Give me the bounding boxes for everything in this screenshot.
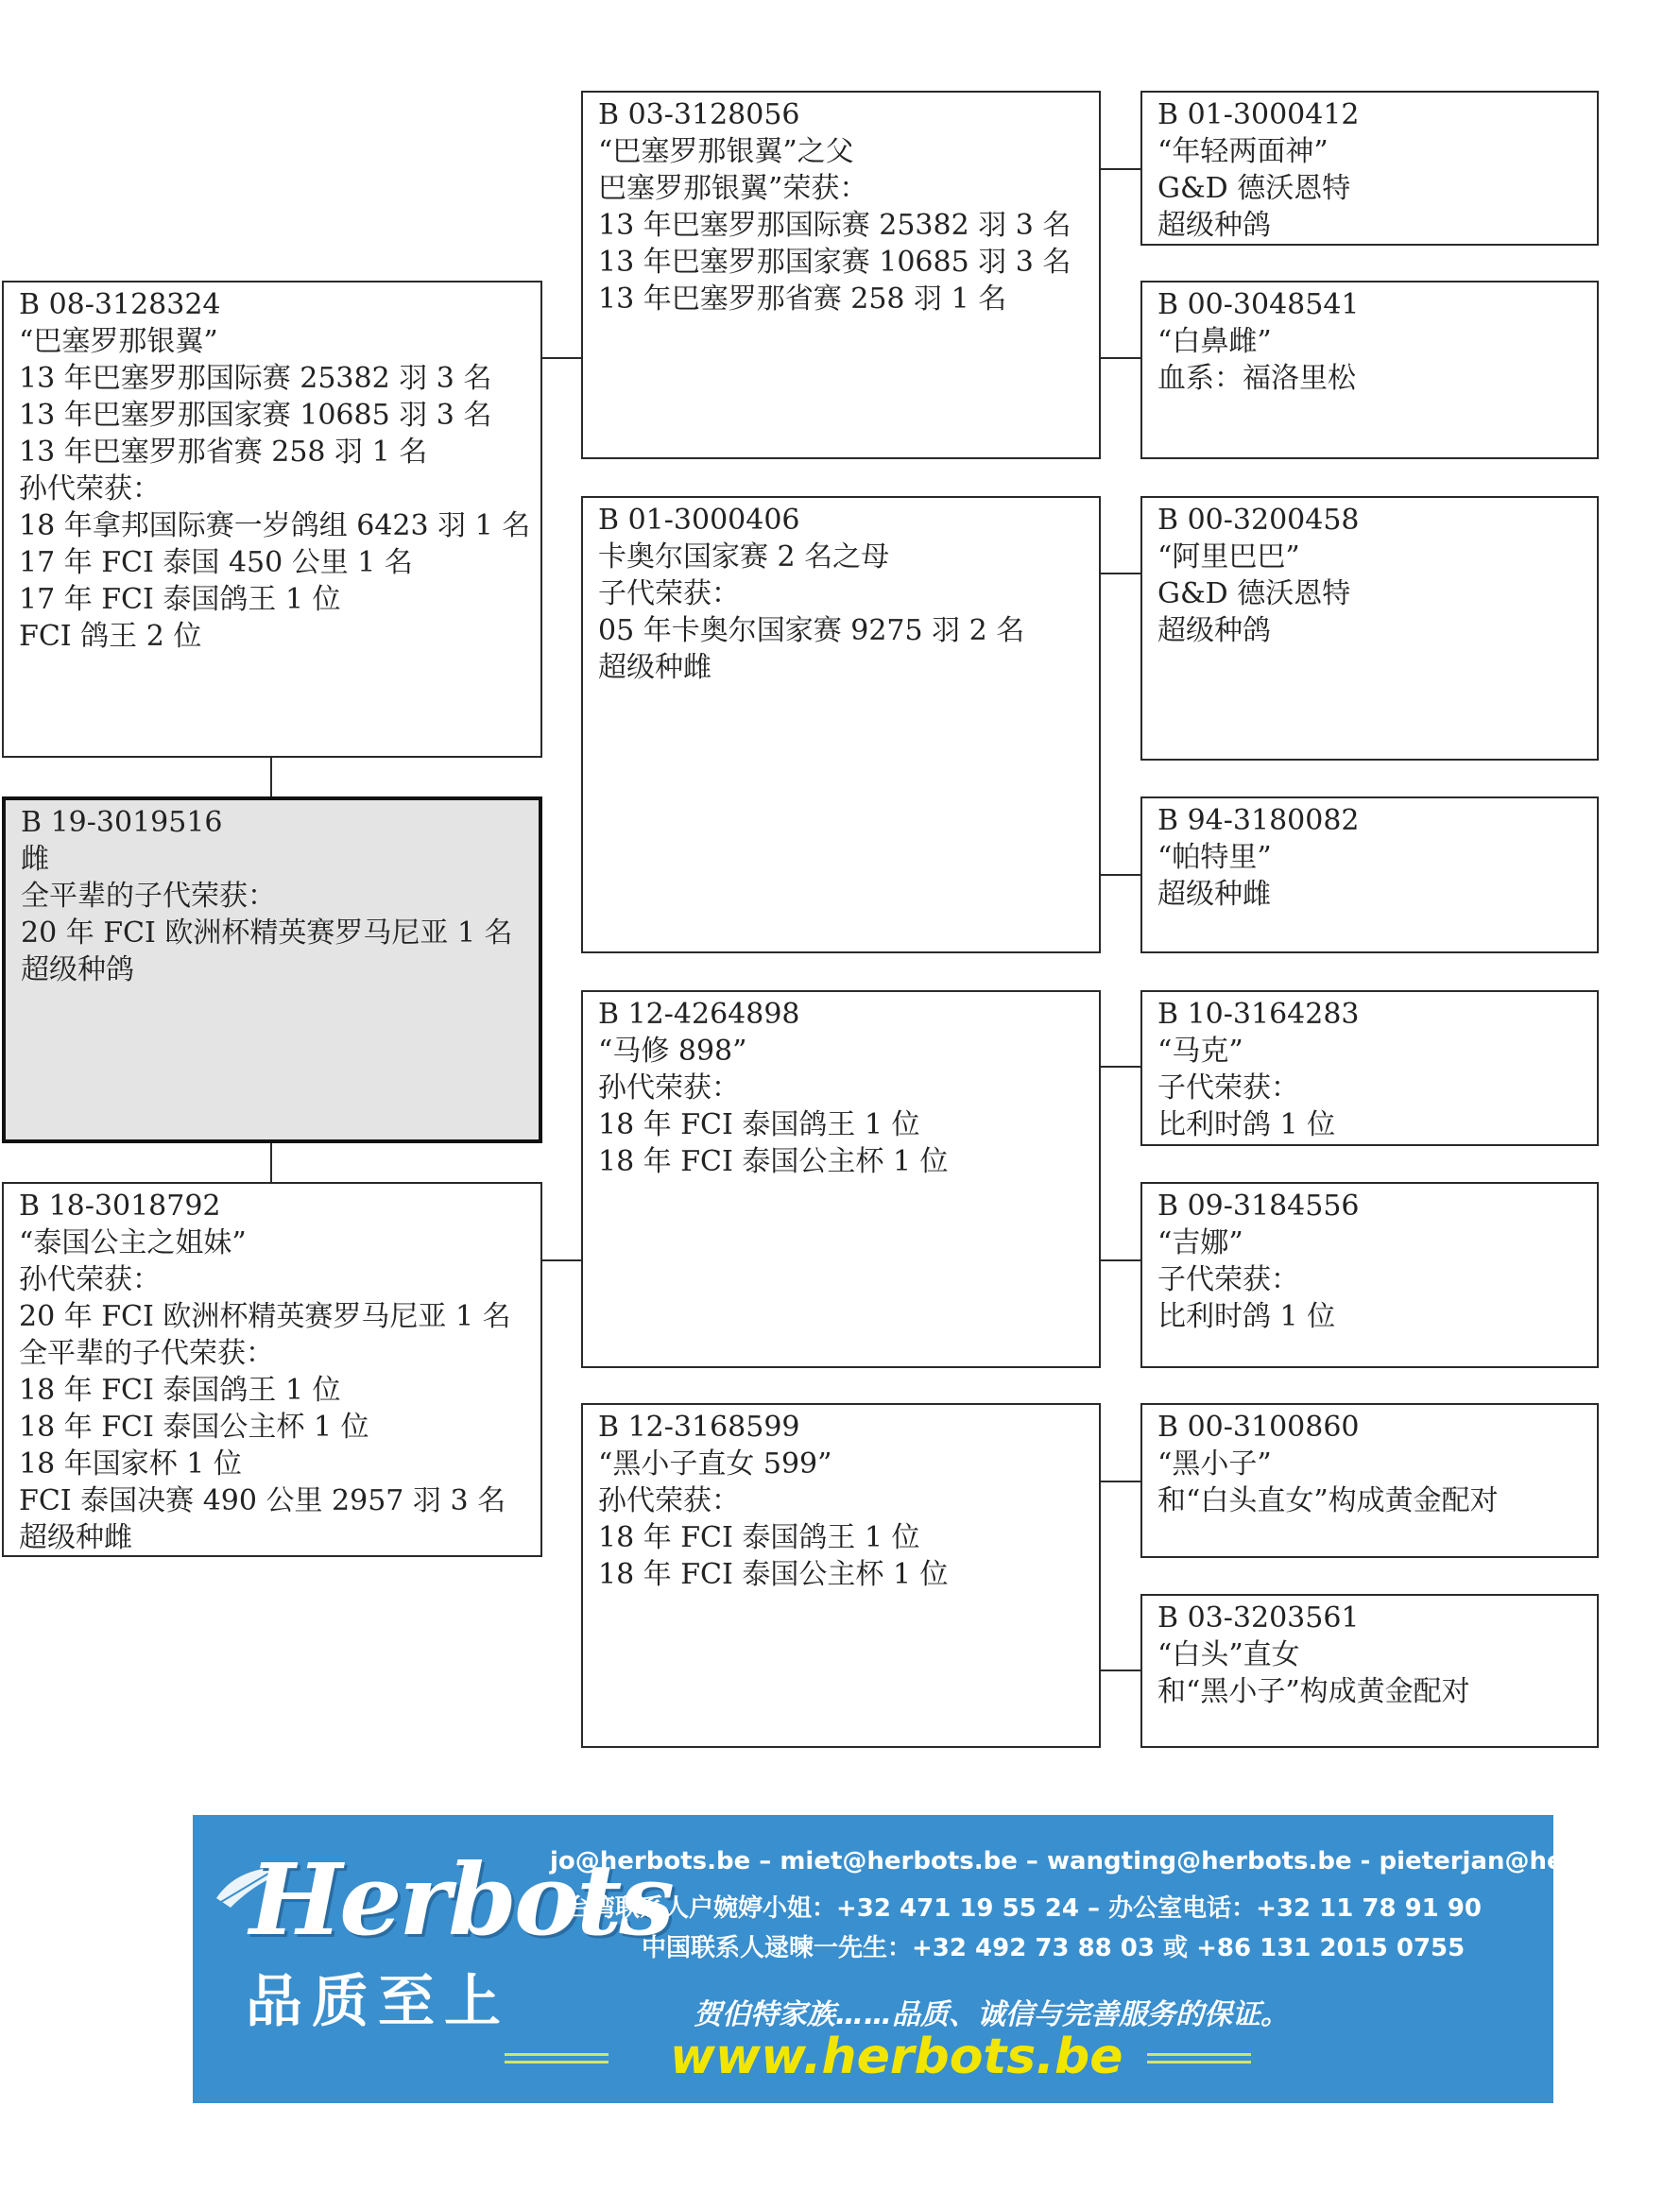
connector-gp2-b — [1101, 874, 1140, 876]
card-line: 超级种雌 — [1157, 878, 1271, 911]
dam-dam-card — [581, 1403, 1101, 1748]
card-line: B 94-3180082 — [1157, 804, 1360, 837]
ggp-card-1 — [1140, 91, 1599, 246]
connector-subject-dam — [270, 1143, 272, 1182]
card-line: “年轻两面神” — [1157, 135, 1329, 168]
card-line: 超级种雌 — [598, 651, 711, 684]
card-line: “吉娜” — [1157, 1226, 1243, 1259]
card-line: “黑小子” — [1157, 1447, 1272, 1481]
taiwan-contact: 台湾联系人户婉婷小姐：+32 471 19 55 24 – 办公室电话：+32 11 78 91 90 — [566, 1894, 1482, 1923]
card-line: 巴塞罗那银翼”荣获： — [598, 172, 868, 205]
connector-gp1-b — [1101, 357, 1140, 359]
card-line: 全平辈的子代荣获： — [19, 1337, 274, 1370]
card-line: 比利时鸽 1 位 — [1157, 1108, 1336, 1141]
card-line: 子代荣获： — [598, 577, 740, 610]
card-line: 和“黑小子”构成黄金配对 — [1157, 1675, 1470, 1708]
card-line: 子代荣获： — [1157, 1071, 1299, 1104]
card-line: “黑小子直女 599” — [598, 1447, 832, 1481]
card-line: G&D 德沃恩特 — [1157, 577, 1351, 610]
card-line: B 00-3100860 — [1157, 1411, 1360, 1444]
card-line: 孙代荣获： — [598, 1484, 740, 1517]
card-line: 孙代荣获： — [19, 472, 161, 505]
dam-card — [2, 1182, 542, 1557]
card-line: “阿里巴巴” — [1157, 540, 1300, 574]
sire-dam-card — [581, 496, 1101, 953]
card-line: 18 年 FCI 泰国公主杯 1 位 — [598, 1558, 949, 1591]
motto: 贺伯特家族……品质、诚信与完善服务的保证。 — [694, 1998, 1289, 2031]
card-line: “帕特里” — [1157, 841, 1272, 874]
card-line: 18 年 FCI 泰国公主杯 1 位 — [598, 1145, 949, 1178]
card-line: 全平辈的子代荣获： — [21, 880, 276, 913]
ggp-card-2 — [1140, 281, 1599, 459]
card-line: B 09-3184556 — [1157, 1190, 1360, 1223]
connector-gp2-a — [1101, 573, 1140, 574]
decorative-line-left-2 — [505, 2061, 609, 2063]
card-line: 子代荣获： — [1157, 1263, 1299, 1296]
card-line: “巴塞罗那银翼”之父 — [598, 135, 854, 168]
card-line: B 12-4264898 — [598, 998, 800, 1031]
card-line: 05 年卡奥尔国家赛 9275 羽 2 名 — [598, 614, 1025, 647]
card-line: 13 年巴塞罗那省赛 258 羽 1 名 — [598, 283, 1007, 316]
connector-gp4-b — [1101, 1670, 1140, 1671]
decorative-line-left — [505, 2053, 609, 2056]
connector-gp3-b — [1101, 1259, 1140, 1261]
card-line: 17 年 FCI 泰国鸽王 1 位 — [19, 583, 341, 616]
ggp-card-6 — [1140, 1182, 1599, 1368]
card-line: FCI 泰国决赛 490 公里 2957 羽 3 名 — [19, 1484, 506, 1517]
card-line: 20 年 FCI 欧洲杯精英赛罗马尼亚 1 名 — [21, 916, 513, 950]
decorative-line-right — [1147, 2053, 1251, 2056]
card-line: 18 年 FCI 泰国鸽王 1 位 — [598, 1521, 920, 1554]
card-line: 比利时鸽 1 位 — [1157, 1300, 1336, 1333]
card-line: 20 年 FCI 欧洲杯精英赛罗马尼亚 1 名 — [19, 1300, 511, 1333]
slogan: 品质至上 — [246, 1969, 510, 2035]
ggp-card-7 — [1140, 1403, 1599, 1558]
card-line: B 01-3000406 — [598, 504, 800, 537]
card-line: 超级种雌 — [19, 1521, 132, 1554]
card-line: B 03-3203561 — [1157, 1601, 1360, 1635]
card-line: FCI 鸽王 2 位 — [19, 620, 202, 653]
card-line: 18 年国家杯 1 位 — [19, 1447, 242, 1481]
card-line: 13 年巴塞罗那国际赛 25382 羽 3 名 — [19, 362, 492, 395]
card-line: 孙代荣获： — [19, 1263, 161, 1296]
sire-card — [2, 281, 542, 758]
card-line: G&D 德沃恩特 — [1157, 172, 1351, 205]
connector-sire-to-sire-sire — [542, 357, 581, 359]
connector-gp4-a — [1101, 1481, 1140, 1482]
decorative-line-right-2 — [1147, 2061, 1251, 2063]
card-line: “马克” — [1157, 1035, 1243, 1068]
connector-sire-subject — [270, 758, 272, 796]
card-line: 超级种鸽 — [21, 953, 134, 986]
card-line: “马修 898” — [598, 1035, 747, 1068]
card-line: B 00-3048541 — [1157, 288, 1360, 321]
email-contacts[interactable]: jo@herbots.be – miet@herbots.be – wangting@herbots.be - pieterjan@herbots.be — [550, 1847, 1680, 1875]
card-line: 13 年巴塞罗那省赛 258 羽 1 名 — [19, 436, 428, 469]
card-line: 孙代荣获： — [598, 1071, 740, 1104]
subject-card — [2, 796, 542, 1143]
connector-gp3-a — [1101, 1066, 1140, 1068]
card-line: 18 年拿邦国际赛一岁鸽组 6423 羽 1 名 — [19, 509, 531, 542]
ggp-card-4 — [1140, 796, 1599, 953]
ggp-card-5 — [1140, 990, 1599, 1146]
ggp-card-8 — [1140, 1594, 1599, 1748]
card-line: 超级种鸽 — [1157, 209, 1271, 242]
card-line: 卡奥尔国家赛 2 名之母 — [598, 540, 890, 574]
china-contact: 中国联系人逯暕一先生：+32 492 73 88 03 或 +86 131 2015 0755 — [642, 1934, 1466, 1962]
card-line: 13 年巴塞罗那国家赛 10685 羽 3 名 — [598, 246, 1071, 279]
card-line: 17 年 FCI 泰国 450 公里 1 名 — [19, 546, 413, 579]
card-line: “白鼻雌” — [1157, 325, 1272, 358]
card-line: 18 年 FCI 泰国鸽王 1 位 — [19, 1374, 341, 1407]
card-line: B 00-3200458 — [1157, 504, 1360, 537]
herbots-banner — [193, 1815, 1680, 2103]
card-line: 18 年 FCI 泰国鸽王 1 位 — [598, 1108, 920, 1141]
card-line: 18 年 FCI 泰国公主杯 1 位 — [19, 1411, 369, 1444]
card-line: 和“白头直女”构成黄金配对 — [1157, 1484, 1499, 1517]
card-line: 雌 — [21, 843, 49, 876]
card-line: B 18-3018792 — [19, 1190, 221, 1223]
herbots-logo: Herbots — [249, 1841, 672, 1958]
card-line: B 03-3128056 — [598, 98, 800, 131]
card-line: “白头”直女 — [1157, 1638, 1300, 1671]
connector-gp1-a — [1101, 168, 1140, 170]
card-line: 13 年巴塞罗那国际赛 25382 羽 3 名 — [598, 209, 1071, 242]
card-line: 超级种鸽 — [1157, 614, 1271, 647]
card-line: “巴塞罗那银翼” — [19, 325, 218, 358]
card-line: B 01-3000412 — [1157, 98, 1360, 131]
dam-sire-card — [581, 990, 1101, 1368]
website-link[interactable]: www.herbots.be — [670, 2029, 1123, 2085]
ggp-card-3 — [1140, 496, 1599, 761]
card-line: B 12-3168599 — [598, 1411, 800, 1444]
card-line: 血系：福洛里松 — [1157, 362, 1356, 395]
connector-dam-to-dam-sire — [542, 1259, 581, 1261]
card-line: “泰国公主之姐妹” — [19, 1226, 247, 1259]
card-line: B 08-3128324 — [19, 288, 221, 321]
sire-sire-card — [581, 91, 1101, 459]
card-line: 13 年巴塞罗那国家赛 10685 羽 3 名 — [19, 399, 492, 432]
card-line: B 10-3164283 — [1157, 998, 1360, 1031]
card-line: B 19-3019516 — [21, 806, 223, 839]
